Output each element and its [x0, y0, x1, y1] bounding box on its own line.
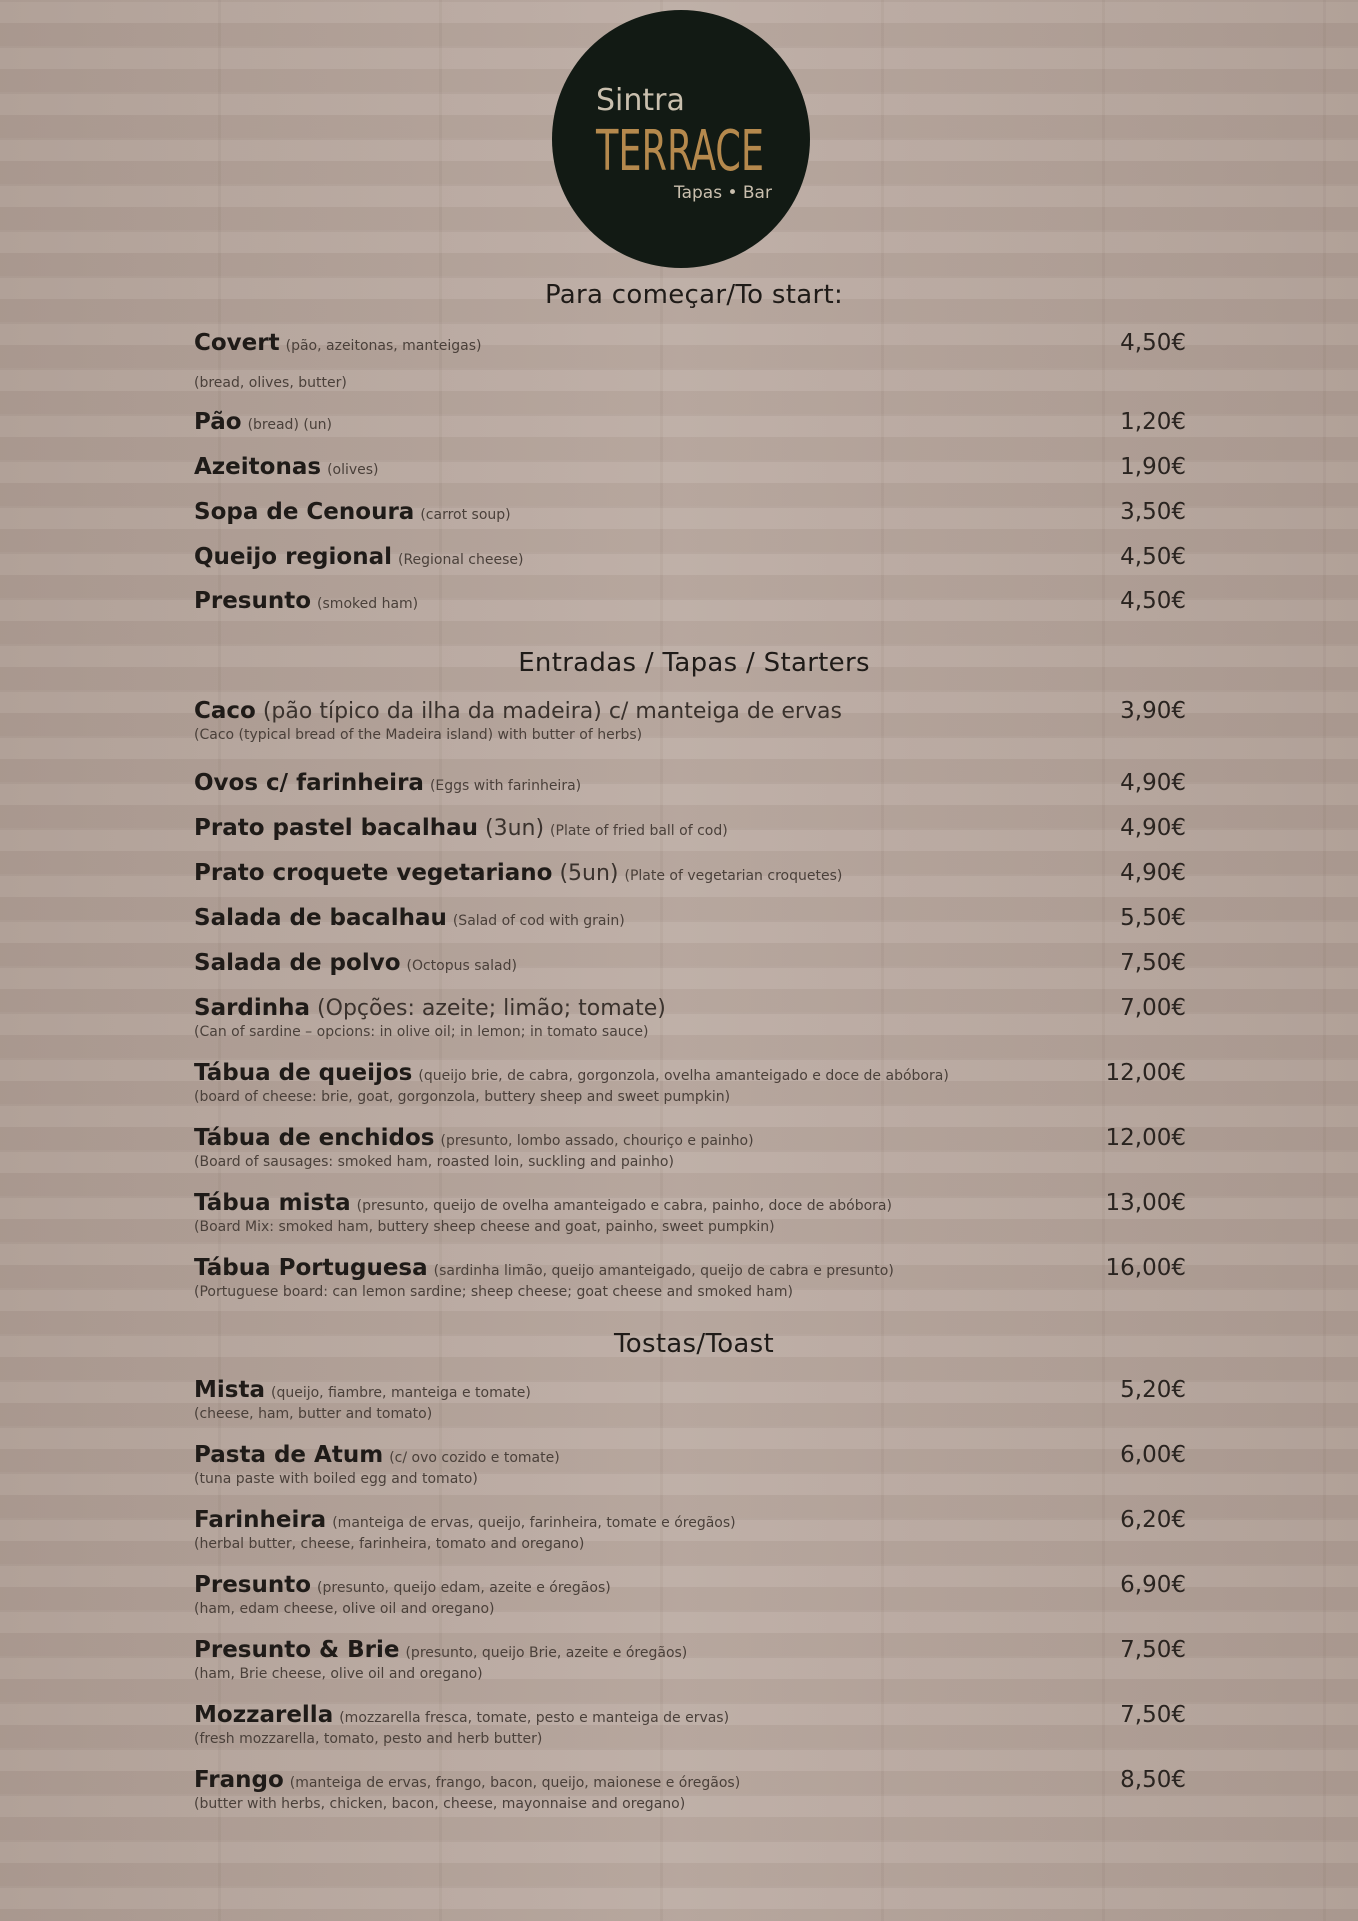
- item-heading-line: [194, 1060, 1194, 1088]
- item-heading-line: [194, 905, 1194, 933]
- item-heading-line: [194, 588, 1194, 616]
- item-heading-line: [194, 499, 1194, 527]
- item-translation: (bread, olives, butter): [194, 375, 347, 391]
- menu-item: [194, 950, 1194, 978]
- item-heading-line: [194, 1255, 1194, 1283]
- item-name: Presunto & Brie: [194, 1637, 400, 1663]
- item-price: 8,50€: [1120, 1767, 1186, 1793]
- item-price: 3,90€: [1120, 698, 1186, 724]
- item-translation: (Portuguese board: can lemon sardine; sheep cheese; goat cheese and smoked ham): [194, 1283, 793, 1300]
- item-detail: (presunto, queijo de ovelha amanteigado e cabra, painho, doce de abóbora): [356, 1198, 892, 1214]
- item-price: 5,50€: [1120, 905, 1186, 931]
- menu-item: [194, 409, 1194, 437]
- item-price: 7,00€: [1120, 995, 1186, 1021]
- item-name: Frango: [194, 1767, 284, 1793]
- item-heading-line: [194, 995, 1194, 1023]
- item-price: 13,00€: [1105, 1190, 1186, 1216]
- item-translation: (fresh mozzarella, tomato, pesto and herb butter): [194, 1730, 543, 1747]
- item-translation: (Can of sardine – opcions: in olive oil; in lemon; in tomato sauce): [194, 1023, 649, 1040]
- restaurant-logo: [552, 10, 810, 268]
- item-detail: (sardinha limão, queijo amanteigado, queijo de cabra e presunto): [433, 1263, 894, 1279]
- menu-item: [194, 544, 1194, 572]
- item-name: Sardinha: [194, 995, 311, 1021]
- item-detail: (Salad of cod with grain): [452, 913, 625, 929]
- menu-item: [194, 1190, 1194, 1236]
- item-price: 4,50€: [1120, 588, 1186, 614]
- item-translation: (cheese, ham, butter and tomato): [194, 1405, 433, 1422]
- item-detail: (bread) (un): [247, 417, 333, 433]
- item-price: 4,90€: [1120, 770, 1186, 796]
- item-heading-line: [194, 409, 1194, 437]
- item-name: Tábua de queijos: [194, 1060, 413, 1086]
- item-name: Prato croquete vegetariano: [194, 860, 553, 886]
- item-name: Prato pastel bacalhau: [194, 815, 478, 841]
- item-detail: (c/ ovo cozido e tomate): [389, 1450, 560, 1466]
- item-heading-line: [194, 1190, 1194, 1218]
- item-detail: (queijo, fiambre, manteiga e tomate): [270, 1385, 531, 1401]
- item-name: Caco: [194, 698, 256, 724]
- item-detail: (manteiga de ervas, queijo, farinheira, tomate e óregãos): [332, 1515, 736, 1531]
- item-name: Presunto: [194, 588, 312, 614]
- menu-item: [194, 1572, 1194, 1618]
- item-heading-line: [194, 770, 1194, 798]
- item-translation: (ham, Brie cheese, olive oil and oregano): [194, 1665, 483, 1682]
- item-price: 7,50€: [1120, 950, 1186, 976]
- item-name: Salada de bacalhau: [194, 905, 447, 931]
- menu-item: [194, 905, 1194, 933]
- item-price: 7,50€: [1120, 1637, 1186, 1663]
- menu-item: [194, 1507, 1194, 1553]
- menu-item: [194, 1442, 1194, 1488]
- menu-item: [194, 499, 1194, 527]
- menu-item: [194, 698, 1194, 744]
- item-detail: (manteiga de ervas, frango, bacon, queijo, maionese e óregãos): [289, 1775, 741, 1791]
- menu-item: [194, 1637, 1194, 1683]
- item-detail: (queijo brie, de cabra, gorgonzola, ovelha amanteigado e doce de abóbora): [418, 1068, 949, 1084]
- item-name: Azeitonas: [194, 454, 322, 480]
- item-translation: (Caco (typical bread of the Madeira island) with butter of herbs): [194, 726, 643, 743]
- item-heading-line: [194, 1442, 1194, 1470]
- item-detail: (Eggs with farinheira): [429, 778, 582, 794]
- item-heading-line: [194, 1637, 1194, 1665]
- item-detail: (carrot soup): [420, 507, 511, 523]
- menu-item: [194, 995, 1194, 1041]
- item-name-extra: (pão típico da ilha da madeira) c/ manteiga de ervas: [262, 699, 842, 724]
- item-detail: (Plate of vegetarian croquetes): [624, 868, 843, 884]
- item-detail: (Octopus salad): [406, 958, 517, 974]
- item-detail: (Regional cheese): [397, 552, 524, 568]
- item-detail: (olives): [327, 462, 379, 478]
- item-name: Mozzarella: [194, 1702, 334, 1728]
- item-name: Covert: [194, 330, 280, 356]
- item-heading-line: [194, 860, 1194, 888]
- menu-item: [194, 1377, 1194, 1423]
- item-heading-line: [194, 330, 1194, 358]
- menu-item: [194, 374, 1194, 392]
- item-price: 6,20€: [1120, 1507, 1186, 1533]
- item-price: 1,20€: [1120, 409, 1186, 435]
- item-name: Tábua mista: [194, 1190, 351, 1216]
- item-price: 7,50€: [1120, 1702, 1186, 1728]
- item-detail: (presunto, queijo edam, azeite e óregãos): [317, 1580, 611, 1596]
- menu-item: [194, 588, 1194, 616]
- item-name: Tábua Portuguesa: [194, 1255, 428, 1281]
- item-name: Salada de polvo: [194, 950, 401, 976]
- item-price: 4,90€: [1120, 860, 1186, 886]
- section-title: Tostas/Toast: [614, 1329, 774, 1359]
- item-name: Ovos c/ farinheira: [194, 770, 424, 796]
- item-heading-line: [194, 1377, 1194, 1405]
- item-heading-line: [194, 544, 1194, 572]
- item-translation: (tuna paste with boiled egg and tomato): [194, 1470, 478, 1487]
- item-translation: (board of cheese: brie, goat, gorgonzola, buttery sheep and sweet pumpkin): [194, 1088, 731, 1105]
- menu-item: [194, 860, 1194, 888]
- item-name: Sopa de Cenoura: [194, 499, 415, 525]
- item-heading-line: [194, 1125, 1194, 1153]
- logo-line-sintra: Sintra: [596, 83, 685, 118]
- item-price: 4,50€: [1120, 544, 1186, 570]
- item-price: 16,00€: [1105, 1255, 1186, 1281]
- item-name: Pão: [194, 409, 242, 435]
- item-name: Farinheira: [194, 1507, 327, 1533]
- item-price: 1,90€: [1120, 454, 1186, 480]
- item-heading-line: [194, 950, 1194, 978]
- menu-item: [194, 1255, 1194, 1301]
- item-heading-line: [194, 1507, 1194, 1535]
- item-name: Queijo regional: [194, 544, 392, 570]
- item-heading-line: [194, 1572, 1194, 1600]
- item-price: 6,90€: [1120, 1572, 1186, 1598]
- item-translation: (butter with herbs, chicken, bacon, cheese, mayonnaise and oregano): [194, 1795, 686, 1812]
- item-name: Tábua de enchidos: [194, 1125, 435, 1151]
- item-price: 5,20€: [1120, 1377, 1186, 1403]
- item-detail: (pão, azeitonas, manteigas): [285, 338, 482, 354]
- item-detail: (smoked ham): [317, 596, 419, 612]
- item-heading-line: [194, 815, 1194, 843]
- logo-graphic: [552, 10, 810, 268]
- item-price: 3,50€: [1120, 499, 1186, 525]
- menu-item: [194, 770, 1194, 798]
- item-price: 12,00€: [1105, 1060, 1186, 1086]
- item-price: 6,00€: [1120, 1442, 1186, 1468]
- item-price: 12,00€: [1105, 1125, 1186, 1151]
- logo-line-tapas-bar: Tapas • Bar: [674, 183, 772, 203]
- item-name: Pasta de Atum: [194, 1442, 384, 1468]
- item-heading-line: [194, 1702, 1194, 1730]
- item-name: Presunto: [194, 1572, 312, 1598]
- item-detail: (presunto, lombo assado, chouriço e painho): [440, 1133, 754, 1149]
- item-heading-line: [194, 454, 1194, 482]
- item-heading-line: [194, 1767, 1194, 1795]
- menu-item: [194, 330, 1194, 358]
- item-name-extra: (Opções: azeite; limão; tomate): [317, 996, 666, 1021]
- item-name: Mista: [194, 1377, 265, 1403]
- item-price: 4,50€: [1120, 330, 1186, 356]
- menu-item: [194, 815, 1194, 843]
- logo-line-terrace: TERRACE: [595, 119, 764, 184]
- section-title: Entradas / Tapas / Starters: [518, 648, 870, 678]
- item-detail: (presunto, queijo Brie, azeite e óregãos): [405, 1645, 688, 1661]
- item-translation: (Board Mix: smoked ham, buttery sheep cheese and goat, painho, sweet pumpkin): [194, 1218, 775, 1235]
- section-title: Para começar/To start:: [544, 280, 844, 310]
- item-name-extra: (5un): [559, 861, 619, 886]
- item-translation: (ham, edam cheese, olive oil and oregano): [194, 1600, 495, 1617]
- item-price: 4,90€: [1120, 815, 1186, 841]
- item-name-extra: (3un): [484, 816, 545, 841]
- menu-item: [194, 454, 1194, 482]
- item-heading-line: [194, 698, 1194, 726]
- menu-item: [194, 1767, 1194, 1813]
- menu-item: [194, 1702, 1194, 1748]
- item-translation: (Board of sausages: smoked ham, roasted loin, suckling and painho): [194, 1153, 674, 1170]
- menu-item: [194, 1060, 1194, 1106]
- item-translation: (herbal butter, cheese, farinheira, tomato and oregano): [194, 1535, 585, 1552]
- item-detail: (Plate of fried ball of cod): [550, 823, 728, 839]
- menu-item: [194, 1125, 1194, 1171]
- item-detail: (mozzarella fresca, tomate, pesto e manteiga de ervas): [339, 1710, 730, 1726]
